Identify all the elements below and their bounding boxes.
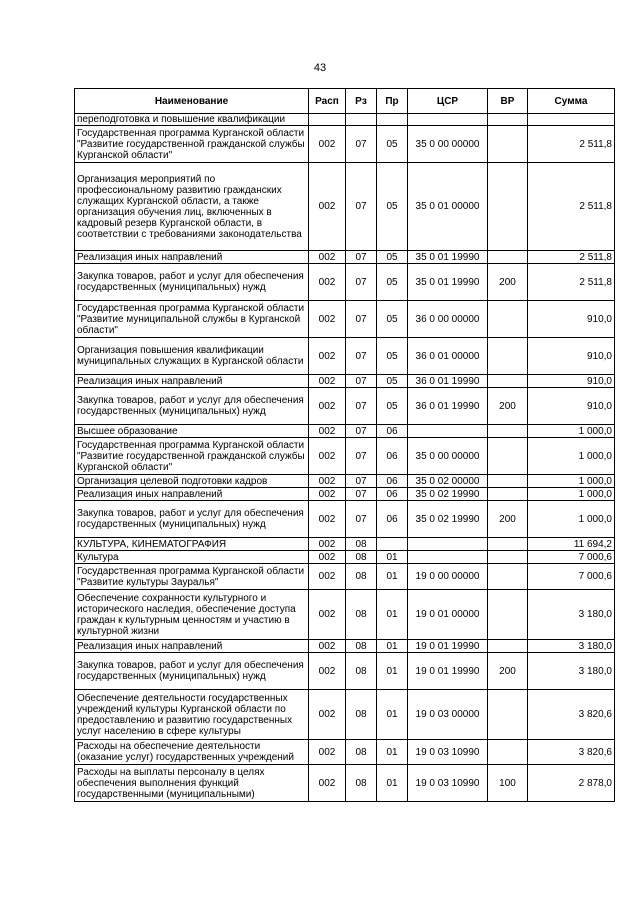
row-rz: 08 (346, 640, 377, 653)
row-csr: 36 0 01 00000 (408, 338, 488, 375)
row-rasp: 002 (309, 501, 346, 538)
row-name: Культура (75, 551, 309, 564)
row-rz: 07 (346, 425, 377, 438)
row-name: Расходы на выплаты персоналу в целях обеспечения выполнения функций государственными (муниципальными) (75, 765, 309, 802)
row-sum: 910,0 (528, 375, 615, 388)
row-csr (408, 114, 488, 126)
row-csr: 36 0 01 19990 (408, 375, 488, 388)
table-row (75, 640, 615, 653)
row-pr: 05 (377, 126, 408, 163)
row-pr: 01 (377, 590, 408, 640)
table-row (75, 488, 615, 501)
row-csr: 19 0 01 00000 (408, 590, 488, 640)
row-vr (488, 564, 528, 590)
row-csr: 35 0 01 19990 (408, 251, 488, 264)
row-sum: 3 180,0 (528, 590, 615, 640)
row-csr: 19 0 00 00000 (408, 564, 488, 590)
row-rz: 08 (346, 590, 377, 640)
row-vr: 200 (488, 501, 528, 538)
row-sum (528, 114, 615, 126)
row-vr (488, 740, 528, 765)
row-rasp: 002 (309, 740, 346, 765)
row-sum: 7 000,6 (528, 564, 615, 590)
row-pr (377, 538, 408, 551)
table-row (75, 301, 615, 338)
table-row (75, 251, 615, 264)
row-sum: 1 000,0 (528, 425, 615, 438)
row-name: Организация повышения квалификации муниципальных служащих в Курганской области (75, 338, 309, 375)
row-rasp: 002 (309, 653, 346, 690)
row-name: Организация целевой подготовки кадров (75, 475, 309, 488)
row-rz: 08 (346, 551, 377, 564)
row-name: Государственная программа Курганской области "Развитие государственной гражданской службы Курганской области" (75, 126, 309, 163)
row-csr: 35 0 01 00000 (408, 163, 488, 251)
row-csr: 35 0 01 19990 (408, 264, 488, 301)
row-name: Организация мероприятий по профессиональному развитию гражданских служащих Курганской области, а также организация обучения лиц, включенных в кадровый резерв Курганской области, в соответствии с требованиями законодательства (75, 163, 309, 251)
row-rz: 07 (346, 488, 377, 501)
row-rasp: 002 (309, 163, 346, 251)
row-vr: 200 (488, 388, 528, 425)
row-sum: 11 694,2 (528, 538, 615, 551)
row-rz: 07 (346, 338, 377, 375)
row-sum: 1 000,0 (528, 438, 615, 475)
row-vr (488, 590, 528, 640)
row-pr: 01 (377, 653, 408, 690)
row-csr: 35 0 02 19990 (408, 488, 488, 501)
row-name: Реализация иных направлений (75, 375, 309, 388)
row-vr (488, 475, 528, 488)
row-csr (408, 551, 488, 564)
table-row (75, 126, 615, 163)
row-rasp: 002 (309, 438, 346, 475)
row-name: Закупка товаров, работ и услуг для обеспечения государственных (муниципальных) нужд (75, 501, 309, 538)
row-rz: 07 (346, 251, 377, 264)
header-csr: ЦСР (408, 89, 488, 114)
row-rasp: 002 (309, 690, 346, 740)
row-rz: 07 (346, 163, 377, 251)
row-vr: 100 (488, 765, 528, 802)
row-rz: 07 (346, 438, 377, 475)
row-rasp: 002 (309, 640, 346, 653)
row-rz: 08 (346, 690, 377, 740)
row-vr (488, 551, 528, 564)
row-name: Обеспечение сохранности культурного и исторического наследия, обеспечение доступа граждан к культурным ценностям и участию в культурной жизни (75, 590, 309, 640)
row-rasp: 002 (309, 301, 346, 338)
row-csr: 35 0 02 00000 (408, 475, 488, 488)
table-row (75, 538, 615, 551)
row-name: Реализация иных направлений (75, 488, 309, 501)
table-row (75, 564, 615, 590)
row-name: Закупка товаров, работ и услуг для обеспечения государственных (муниципальных) нужд (75, 388, 309, 425)
row-vr (488, 375, 528, 388)
row-csr (408, 538, 488, 551)
table-body (75, 114, 615, 802)
row-vr (488, 640, 528, 653)
header-name: Наименование (75, 89, 309, 114)
row-sum: 910,0 (528, 301, 615, 338)
row-csr: 35 0 00 00000 (408, 126, 488, 163)
row-pr: 01 (377, 551, 408, 564)
row-csr: 36 0 00 00000 (408, 301, 488, 338)
row-sum: 2 878,0 (528, 765, 615, 802)
row-rz: 07 (346, 475, 377, 488)
row-rz: 07 (346, 501, 377, 538)
row-name: Государственная программа Курганской области "Развитие муниципальной службы в Курганской области" (75, 301, 309, 338)
row-rasp: 002 (309, 126, 346, 163)
table-row (75, 475, 615, 488)
row-rasp: 002 (309, 375, 346, 388)
row-pr: 06 (377, 501, 408, 538)
row-rz: 08 (346, 740, 377, 765)
row-vr (488, 425, 528, 438)
row-vr (488, 251, 528, 264)
row-sum: 2 511,8 (528, 264, 615, 301)
row-vr (488, 301, 528, 338)
row-rasp: 002 (309, 475, 346, 488)
row-pr: 05 (377, 388, 408, 425)
row-sum: 3 820,6 (528, 740, 615, 765)
table-row (75, 163, 615, 251)
row-name: Расходы на обеспечение деятельности (оказание услуг) государственных учреждений (75, 740, 309, 765)
row-sum: 3 820,6 (528, 690, 615, 740)
row-name: Реализация иных направлений (75, 251, 309, 264)
row-csr: 19 0 03 00000 (408, 690, 488, 740)
row-csr: 36 0 01 19990 (408, 388, 488, 425)
row-rz: 08 (346, 538, 377, 551)
row-vr (488, 126, 528, 163)
row-sum: 7 000,6 (528, 551, 615, 564)
row-pr: 01 (377, 740, 408, 765)
page-number: 43 (313, 62, 327, 74)
row-rz: 08 (346, 564, 377, 590)
row-csr: 35 0 02 19990 (408, 501, 488, 538)
row-sum: 1 000,0 (528, 488, 615, 501)
row-rasp: 002 (309, 765, 346, 802)
row-name: переподготовка и повышение квалификации (75, 114, 309, 126)
row-sum: 2 511,8 (528, 163, 615, 251)
row-vr (488, 338, 528, 375)
row-name: Закупка товаров, работ и услуг для обеспечения государственных (муниципальных) нужд (75, 264, 309, 301)
row-csr (408, 425, 488, 438)
row-rz: 07 (346, 388, 377, 425)
table-row (75, 438, 615, 475)
header-rasp: Расп (309, 89, 346, 114)
table-row (75, 653, 615, 690)
table-row (75, 551, 615, 564)
row-rasp: 002 (309, 251, 346, 264)
header-rz: Рз (346, 89, 377, 114)
table-row (75, 114, 615, 126)
row-rasp: 002 (309, 590, 346, 640)
row-pr: 05 (377, 163, 408, 251)
row-rasp: 002 (309, 551, 346, 564)
table-header-row (75, 89, 615, 114)
row-vr (488, 438, 528, 475)
row-pr: 01 (377, 564, 408, 590)
row-rz: 08 (346, 765, 377, 802)
table-row (75, 425, 615, 438)
row-rz: 07 (346, 264, 377, 301)
table-row (75, 501, 615, 538)
row-vr (488, 538, 528, 551)
row-pr: 01 (377, 640, 408, 653)
row-name: КУЛЬТУРА, КИНЕМАТОГРАФИЯ (75, 538, 309, 551)
row-sum: 1 000,0 (528, 501, 615, 538)
row-name: Обеспечение деятельности государственных учреждений культуры Курганской области по предоставлению и развитию государственных услуг населению в сфере культуры (75, 690, 309, 740)
row-rasp: 002 (309, 538, 346, 551)
row-name: Государственная программа Курганской области "Развитие государственной гражданской службы Курганской области" (75, 438, 309, 475)
row-rasp: 002 (309, 338, 346, 375)
row-pr: 05 (377, 264, 408, 301)
row-pr: 01 (377, 765, 408, 802)
row-vr: 200 (488, 264, 528, 301)
budget-table (74, 88, 615, 802)
row-vr (488, 488, 528, 501)
row-pr: 05 (377, 301, 408, 338)
row-pr: 05 (377, 375, 408, 388)
row-vr (488, 114, 528, 126)
row-pr: 05 (377, 338, 408, 375)
row-pr: 06 (377, 475, 408, 488)
row-name: Государственная программа Курганской области "Развитие культуры Зауралья" (75, 564, 309, 590)
row-sum: 1 000,0 (528, 475, 615, 488)
table-row (75, 690, 615, 740)
row-rz: 08 (346, 653, 377, 690)
row-sum: 2 511,8 (528, 251, 615, 264)
row-sum: 910,0 (528, 338, 615, 375)
row-rasp (309, 114, 346, 126)
row-sum: 910,0 (528, 388, 615, 425)
row-rz: 07 (346, 126, 377, 163)
row-rz: 07 (346, 375, 377, 388)
header-sum: Сумма (528, 89, 615, 114)
row-rz: 07 (346, 301, 377, 338)
row-csr: 19 0 03 10990 (408, 765, 488, 802)
table-row (75, 740, 615, 765)
row-sum: 2 511,8 (528, 126, 615, 163)
row-name: Высшее образование (75, 425, 309, 438)
table-row (75, 338, 615, 375)
row-pr: 06 (377, 488, 408, 501)
header-vr: ВР (488, 89, 528, 114)
table-row (75, 264, 615, 301)
row-csr: 19 0 01 19990 (408, 653, 488, 690)
row-rasp: 002 (309, 264, 346, 301)
row-name: Реализация иных направлений (75, 640, 309, 653)
row-vr (488, 690, 528, 740)
table-row (75, 590, 615, 640)
row-rasp: 002 (309, 564, 346, 590)
header-pr: Пр (377, 89, 408, 114)
row-rasp: 002 (309, 425, 346, 438)
row-rasp: 002 (309, 488, 346, 501)
row-sum: 3 180,0 (528, 653, 615, 690)
row-pr: 06 (377, 438, 408, 475)
row-sum: 3 180,0 (528, 640, 615, 653)
row-csr: 19 0 03 10990 (408, 740, 488, 765)
row-pr: 05 (377, 251, 408, 264)
row-name: Закупка товаров, работ и услуг для обеспечения государственных (муниципальных) нужд (75, 653, 309, 690)
row-rz (346, 114, 377, 126)
row-vr (488, 163, 528, 251)
table-row (75, 375, 615, 388)
table-row (75, 765, 615, 802)
row-pr (377, 114, 408, 126)
row-pr: 06 (377, 425, 408, 438)
table-row (75, 388, 615, 425)
row-rasp: 002 (309, 388, 346, 425)
row-csr: 35 0 00 00000 (408, 438, 488, 475)
row-vr: 200 (488, 653, 528, 690)
row-pr: 01 (377, 690, 408, 740)
row-csr: 19 0 01 19990 (408, 640, 488, 653)
